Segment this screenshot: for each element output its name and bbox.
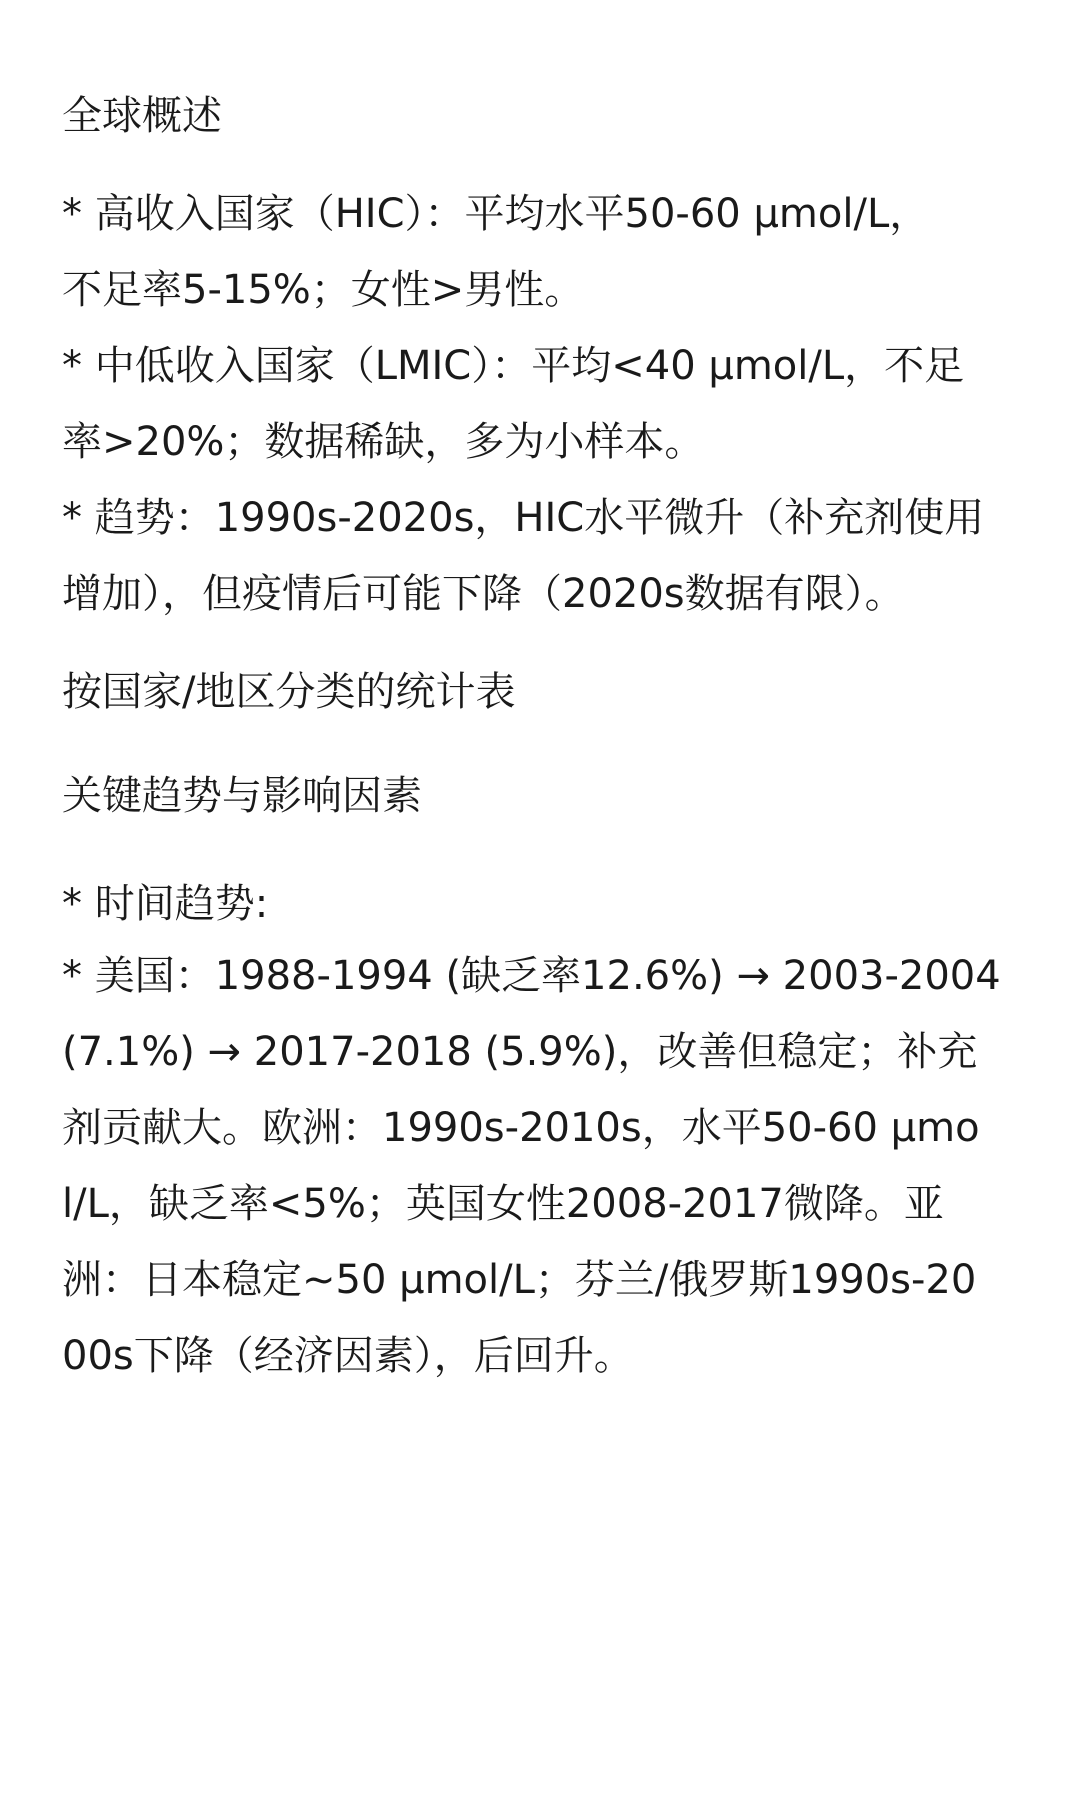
time-trend-label: * 时间趋势: [62,881,269,927]
time-trend-line: l/L，缺乏率<5%；英国女性2008-2017微降。亚 [62,1181,944,1227]
factors-heading: 关键趋势与影响因素 [62,773,422,819]
hic-line-1: * 高收入国家（HIC）：平均水平50-60 μmol/L， [62,191,930,237]
trend-line-2: 增加），但疫情后可能下降（2020s数据有限）。 [62,571,905,617]
trend-paragraph [62,480,1022,632]
lmic-paragraph [62,328,1022,480]
time-trend-paragraph [62,938,1022,1394]
overview-heading: 全球概述 [62,93,222,139]
stats-table-heading: 按国家/地区分类的统计表 [62,669,516,715]
time-trend-line: 洲：日本稳定~50 μmol/L；芬兰/俄罗斯1990s-20 [62,1257,977,1303]
time-trend-line: 00s下降（经济因素），后回升。 [62,1333,634,1379]
lmic-line-1: * 中低收入国家（LMIC）：平均<40 μmol/L，不足 [62,343,965,389]
hic-paragraph [62,176,1022,328]
hic-line-2: 不足率5-15%；女性>男性。 [62,267,585,313]
time-trend-line: * 美国：1988-1994 (缺乏率12.6%) → 2003-2004 [62,953,1001,999]
time-trend-line: (7.1%) → 2017-2018 (5.9%)，改善但稳定；补充 [62,1029,978,1075]
trend-line-1: * 趋势：1990s-2020s，HIC水平微升（补充剂使用 [62,495,985,541]
lmic-line-2: 率>20%；数据稀缺，多为小样本。 [62,419,705,465]
time-trend-line: 剂贡献大。欧洲：1990s-2010s，水平50-60 μmo [62,1105,980,1151]
